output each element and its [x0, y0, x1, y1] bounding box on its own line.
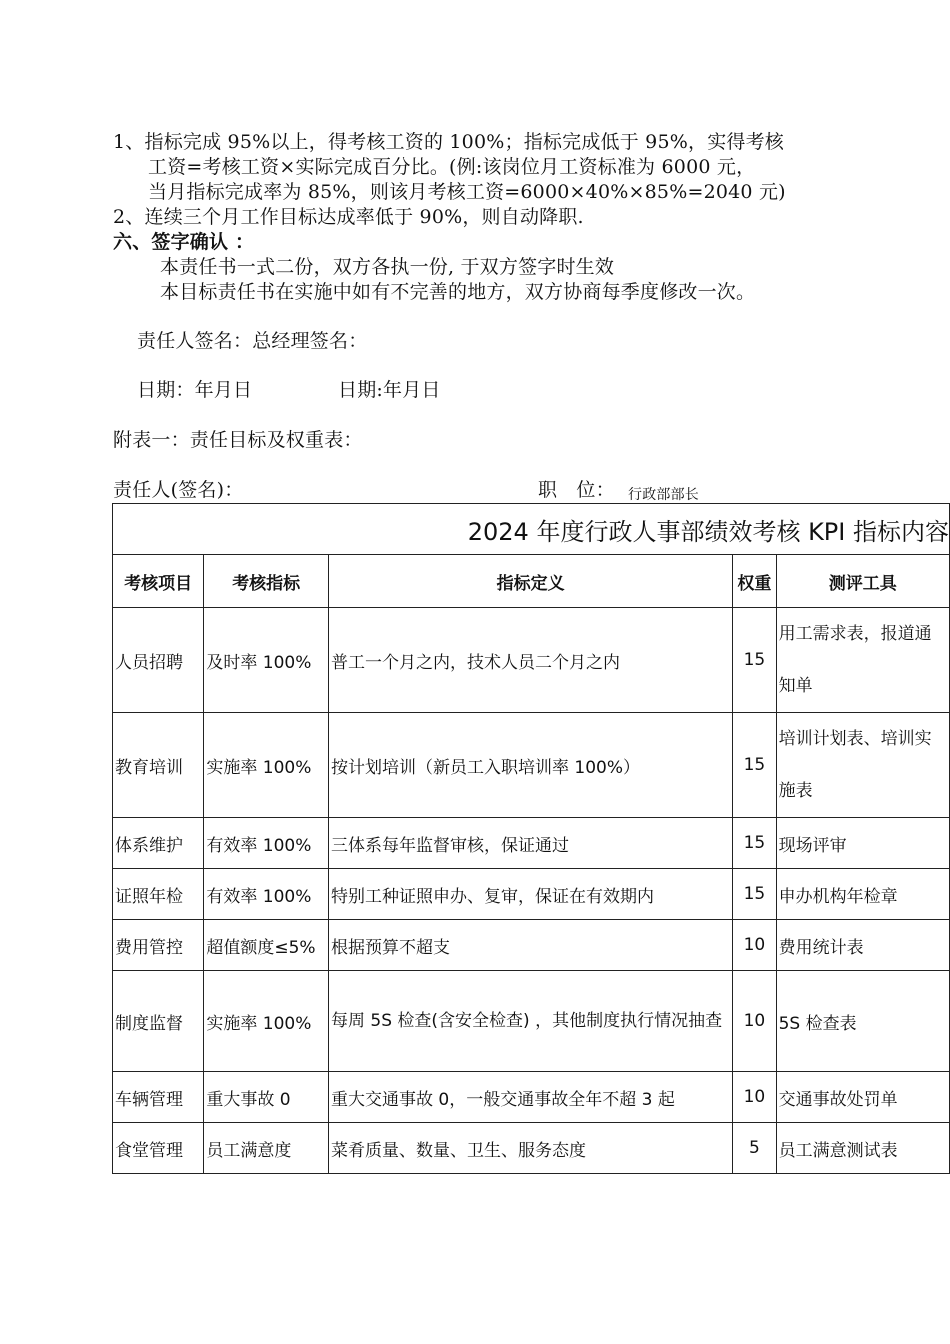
table-row [113, 1123, 950, 1174]
cell-item: 体系维护 [113, 818, 204, 869]
cell-weight: 15 [733, 608, 776, 713]
cell-tool: 5S 检查表 [776, 971, 949, 1072]
table-header-row [113, 555, 950, 608]
cell-item: 教育培训 [113, 713, 204, 818]
cell-item: 费用管控 [113, 920, 204, 971]
cell-tool: 申办机构年检章 [776, 869, 949, 920]
table-row [113, 713, 950, 818]
cell-tool: 用工需求表，报道通知单 [776, 608, 949, 713]
rule-line-4: 2、连续三个月工作目标达成率低于 90%，则自动降职. [113, 206, 584, 228]
kpi-table [112, 503, 950, 1174]
appendix-title: 附表一：责任目标及权重表： [113, 429, 363, 451]
cell-tool: 培训计划表、培训实施表 [776, 713, 949, 818]
cell-tool: 现场评审 [776, 818, 949, 869]
table-row [113, 1072, 950, 1123]
cell-definition: 每周 5S 检查(含安全检查) ，其他制度执行情况抽查 [329, 971, 733, 1072]
cell-item: 食堂管理 [113, 1123, 204, 1174]
section-6-paragraph-1: 本责任书一式二份，双方各执一份, 于双方签字时生效 [160, 256, 615, 278]
cell-item: 制度监督 [113, 971, 204, 1072]
date-right: 日期:年月日 [338, 379, 441, 401]
cell-indicator: 重大事故 0 [204, 1072, 329, 1123]
rule-line-3: 当月指标完成率为 85%，则该月考核工资=6000×40%×85%=2040 元) [148, 181, 786, 203]
cell-definition: 按计划培训（新员工入职培训率 100%） [329, 713, 733, 818]
cell-tool: 费用统计表 [776, 920, 949, 971]
cell-definition: 重大交通事故 0，一般交通事故全年不超 3 起 [329, 1072, 733, 1123]
cell-weight: 15 [733, 818, 776, 869]
table-row [113, 608, 950, 713]
table-row [113, 920, 950, 971]
header-tool: 测评工具 [776, 555, 949, 608]
cell-definition: 菜肴质量、数量、卫生、服务态度 [329, 1123, 733, 1174]
section-6-paragraph-2: 本目标责任书在实施中如有不完善的地方，双方协商每季度修改一次。 [160, 281, 756, 303]
cell-definition: 根据预算不超支 [329, 920, 733, 971]
cell-indicator: 有效率 100% [204, 818, 329, 869]
table-row [113, 869, 950, 920]
signature-line: 责任人签名：总经理签名： [137, 330, 368, 352]
header-item: 考核项目 [113, 555, 204, 608]
cell-indicator: 实施率 100% [204, 971, 329, 1072]
cell-weight: 15 [733, 869, 776, 920]
cell-indicator: 员工满意度 [204, 1123, 329, 1174]
cell-weight: 5 [733, 1123, 776, 1174]
cell-indicator: 超值额度≤5% [204, 920, 329, 971]
cell-weight: 10 [733, 971, 776, 1072]
header-definition: 指标定义 [329, 555, 733, 608]
cell-weight: 10 [733, 920, 776, 971]
section-6-heading: 六、签字确认 ： [113, 231, 255, 253]
responsible-signature-label: 责任人(签名)： [113, 479, 244, 501]
table-title: 2024 年度行政人事部绩效考核 KPI 指标内容 [113, 504, 950, 555]
rule-line-2: 工资=考核工资×实际完成百分比。(例:该岗位月工资标准为 6000 元， [148, 156, 756, 178]
cell-definition: 特别工种证照申办、复审，保证在有效期内 [329, 869, 733, 920]
cell-tool: 员工满意测试表 [776, 1123, 949, 1174]
cell-item: 人员招聘 [113, 608, 204, 713]
cell-indicator: 及时率 100% [204, 608, 329, 713]
cell-item: 车辆管理 [113, 1072, 204, 1123]
rule-line-1: 1、指标完成 95%以上，得考核工资的 100%；指标完成低于 95%，实得考核 [113, 131, 784, 153]
cell-weight: 15 [733, 713, 776, 818]
position-label: 职 位： [538, 479, 615, 501]
cell-indicator: 实施率 100% [204, 713, 329, 818]
cell-definition: 普工一个月之内，技术人员二个月之内 [329, 608, 733, 713]
header-weight: 权重 [733, 555, 776, 608]
header-indicator: 考核指标 [204, 555, 329, 608]
date-left: 日期：年月日 [137, 379, 253, 401]
table-row [113, 971, 950, 1072]
cell-tool: 交通事故处罚单 [776, 1072, 949, 1123]
position-value: 行政部部长 [628, 487, 699, 503]
cell-definition: 三体系每年监督审核，保证通过 [329, 818, 733, 869]
cell-weight: 10 [733, 1072, 776, 1123]
table-row [113, 818, 950, 869]
cell-indicator: 有效率 100% [204, 869, 329, 920]
cell-item: 证照年检 [113, 869, 204, 920]
